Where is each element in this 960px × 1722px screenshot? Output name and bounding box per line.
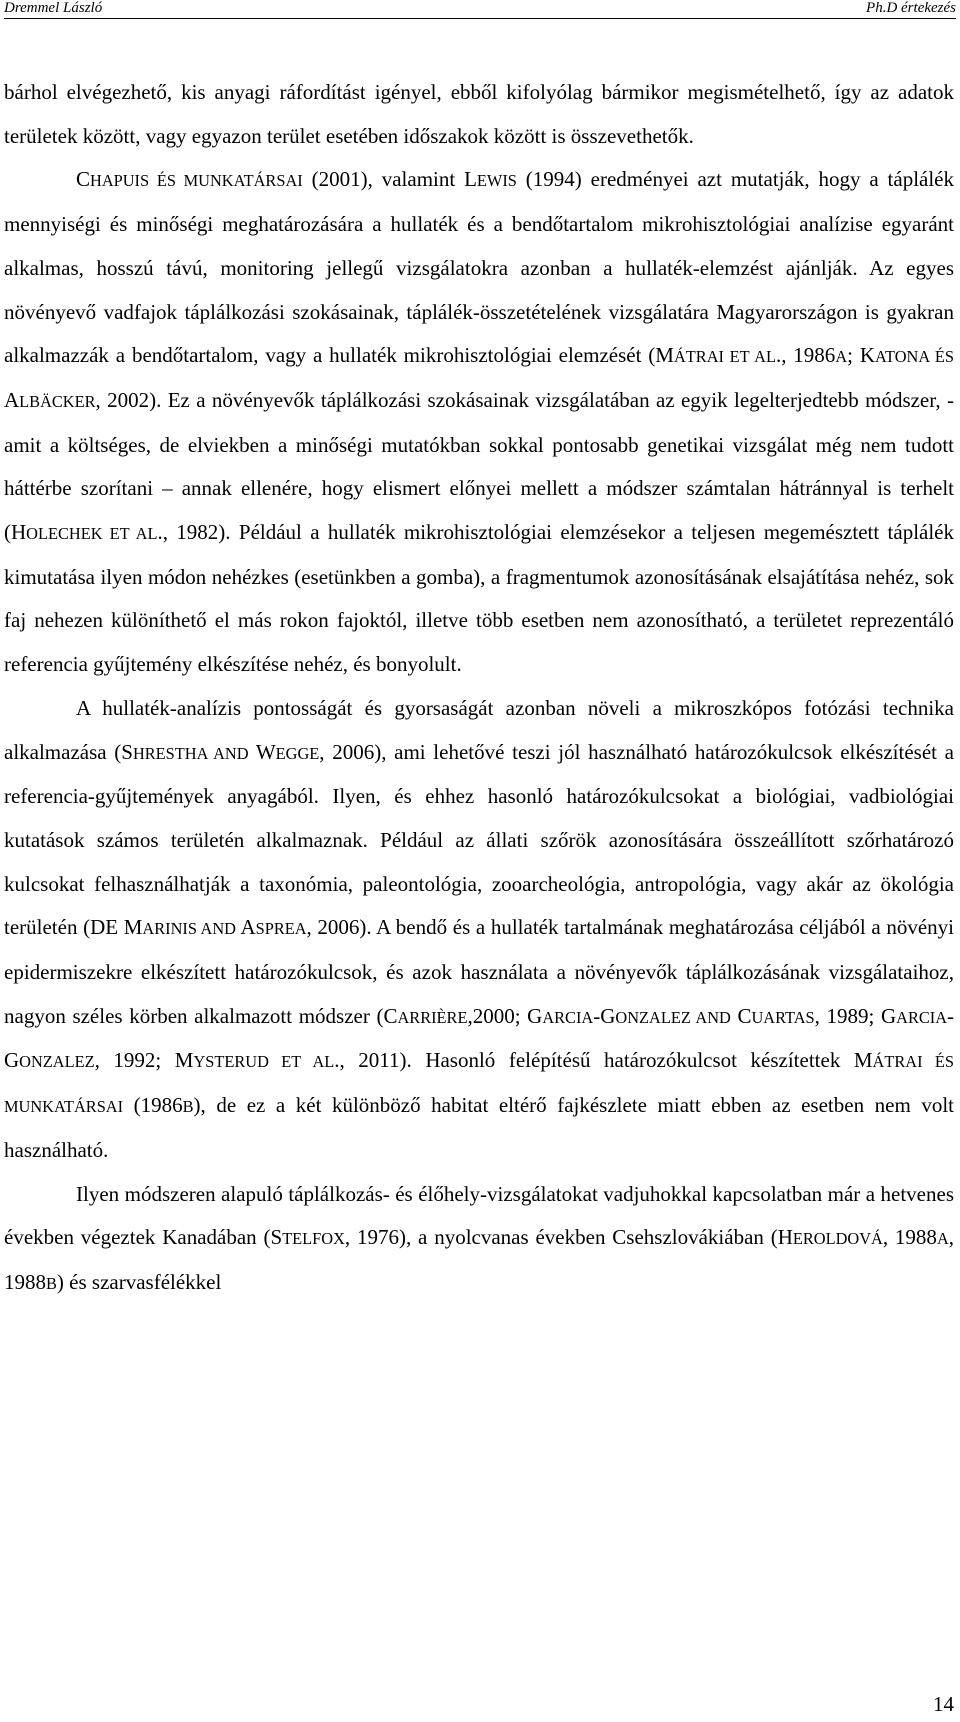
paragraph-3: A hullaték-analízis pontosságát és gyorsaságát azonban növeli a mikroszkópos fotózási technika alkalmazása (SHRESTHA AND WEGGE, 2006), ami lehetővé teszi jól használható határozókulcsok elkészítését a referencia-gyűjtemények anyagából. Ilyen, és ehhez hasonló határozókulcsokat a biológiai, vadbiológiai kutatások számos területén alkalmaznak. Például az állati szőrök azonosítására összeállított szőrhatározó kulcsokat felhasználhatják a taxonómia, paleontológia, zooarcheológia, antropológia, vagy akár az ökológia területén (DE MARINIS AND ASPREA, 2006). A bendő és a hullaték tartalmának meghatározása céljából a növényi epidermiszekre elkészített határozókulcsok, és azok használata a növényevők táplálkozásának vizsgálataihoz, nagyon széles körben alkalmazott módszer (CARRIÈRE,2000; GARCIA-GONZALEZ AND CUARTAS, 1989; GARCIA-GONZALEZ, 1992; MYSTERUD ET AL., 2011). Hasonló felépítésű határozókulcsot készítettek MÁTRAI ÉS MUNKATÁRSAI (1986B), de ez a két különböző habitat eltérő fajkészlete miatt ebben az esetben nem volt használható. (4, 695, 955, 1162)
paragraph-1: bárhol elvégezhető, kis anyagi ráfordítást igényel, ebből kifolyólag bármikor megismételhető, így az adatok területek között, vagy egyazon terület esetében időszakok között is összevethetők. (4, 80, 954, 148)
header-doc-type: Ph.D értekezés (866, 0, 956, 16)
paragraph-2: CHAPUIS ÉS MUNKATÁRSAI (2001), valamint LEWIS (1994) eredményei azt mutatják, hogy a táplálék mennyiségi és minőségi meghatározására a hullaték és a bendőtartalom mikrohisztológiai analízise egyaránt alkalmas, hosszú távú, monitoring jellegű vizsgálatokra azonban a hullaték-elemzést ajánlják. Az egyes növényevő vadfajok táplálkozási szokásainak, táplálék-összetételének vizsgálatára Magyarországon is gyakran alkalmazzák a bendőtartalom, vagy a hullaték mikrohisztológiai elemzését (MÁTRAI ET AL., 1986A; KATONA ÉS ALBÄCKER, 2002). Ez a növényevők táplálkozási szokásainak vizsgálatában az egyik legelterjedtebb módszer, - amit a költséges, de elviekben a minőségi mutatókban sokkal pontosabb genetikai vizsgálat még nem tudott háttérbe szorítani ‒ annak ellenére, hogy elismert előnyei mellett a módszer számtalan hátránnyal is terhelt (HOLECHEK ET AL., 1982). Például a hullaték mikrohisztológiai elemzésekor a teljesen megemésztett táplálék kimutatása ilyen módon nehézkes (esetünkben a gomba), a fragmentumok azonosításának elsajátítása nehéz, sok faj nehezen különíthető el más rokon fajoktól, illetve több esetben nem azonosítható, a területet reprezentáló referencia gyűjtemény elkészítése nehéz, és bonyolult. (4, 167, 955, 677)
page-number: 14 (933, 1692, 954, 1716)
header-author: Dremmel László (4, 0, 103, 16)
citation-chapuis: CHAPUIS ÉS MUNKATÁRSAI (76, 167, 303, 192)
header-divider (4, 18, 956, 19)
body-text (4, 71, 954, 1306)
paragraph-4: Ilyen módszeren alapuló táplálkozás- és élőhely-vizsgálatokat vadjuhokkal kapcsolatban már a hetvenes években végeztek Kanadában (STELFOX, 1976), a nyolcvanas években Csehszlovákiában (HEROLDOVÁ, 1988A, 1988B) és szarvasfélékkel (4, 1181, 955, 1294)
